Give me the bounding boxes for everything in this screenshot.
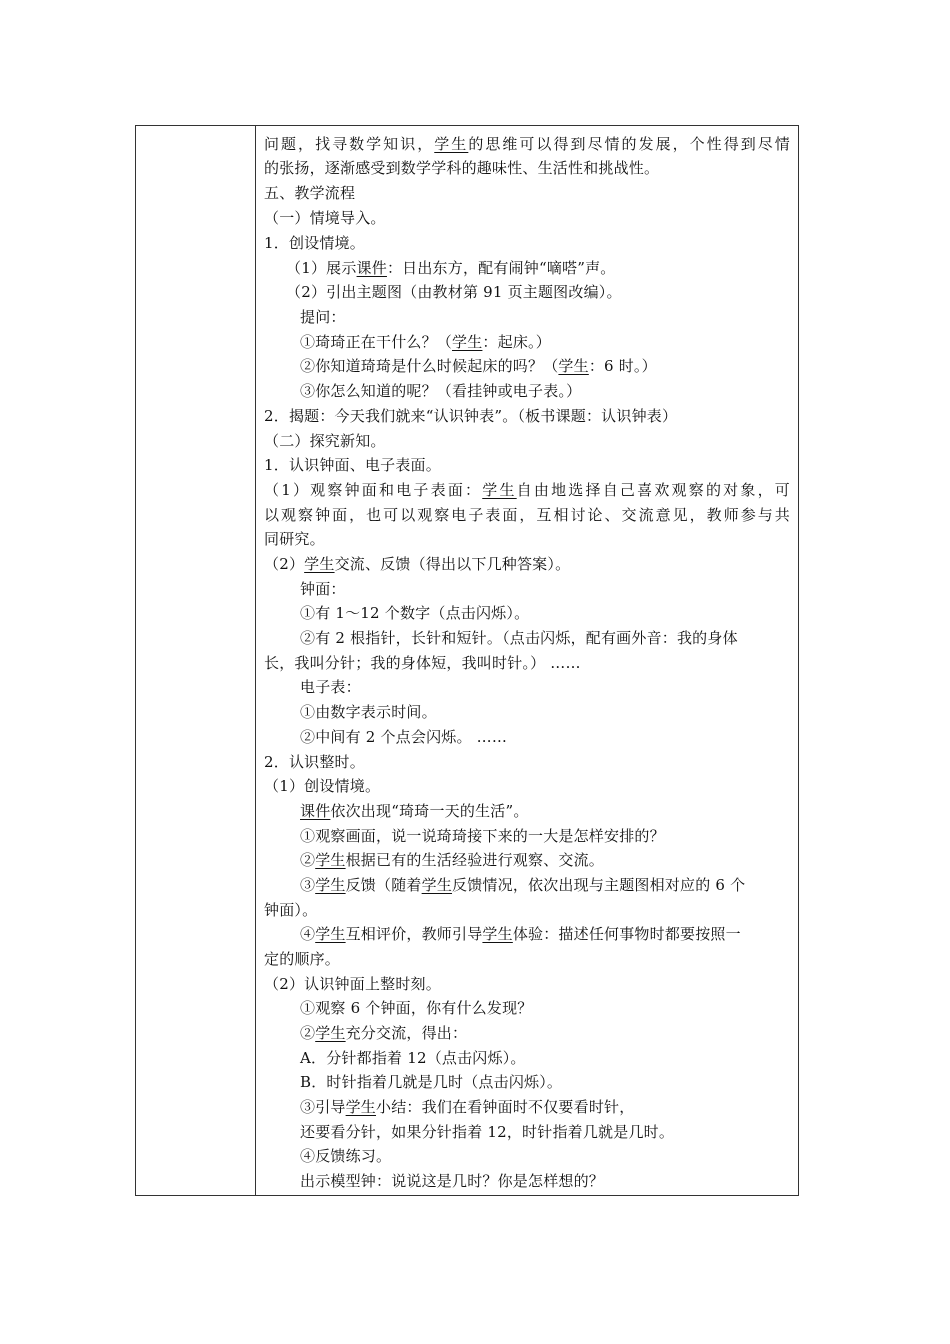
text-line: 问题，找寻数学知识，学生的思维可以得到尽情的发展，个性得到尽情 <box>264 135 790 153</box>
text-line: ④反馈练习。 <box>300 1147 392 1165</box>
text-line: 还要看分针，如果分针指着 12，时针指着几就是几时。 <box>300 1123 675 1141</box>
text-line: ③学生反馈（随着学生反馈情况，依次出现与主题图相对应的 6 个 <box>300 876 746 894</box>
text-line: ②你知道琦琦是什么时候起床的吗？（学生：6 时。） <box>300 357 657 375</box>
text-line: （1）观察钟面和电子表面：学生自由地选择自己喜欢观察的对象，可 <box>264 481 790 499</box>
text-line: ①观察 6 个钟面，你有什么发现？ <box>300 999 533 1017</box>
text-line: （2）认识钟面上整时刻。 <box>264 975 441 993</box>
text-line: ③你怎么知道的呢？（看挂钟或电子表。） <box>300 382 582 400</box>
text-line: 钟面）。 <box>264 901 318 919</box>
text-line: 1．认识钟面、电子表面。 <box>264 456 441 474</box>
text-line: 同研究。 <box>264 530 325 548</box>
text-line: ①琦琦正在干什么？（学生：起床。） <box>300 333 551 351</box>
text-line: （1）展示课件：日出东方，配有闹钟“嘀嗒”声。 <box>286 259 616 277</box>
text-line: 定的顺序。 <box>264 950 341 968</box>
text-line: （2）引出主题图（由教材第 91 页主题图改编）。 <box>286 283 622 301</box>
text-line: （二）探究新知。 <box>264 432 386 450</box>
text-line: ①有 1～12 个数字（点击闪烁）。 <box>300 604 530 622</box>
text-line: 五、教学流程 <box>264 184 356 202</box>
text-line: B．时针指着几就是几时（点击闪烁）。 <box>300 1073 563 1091</box>
text-line: ③引导学生小结：我们在看钟面时不仅要看时针， <box>300 1098 635 1116</box>
text-line: 提问： <box>300 308 346 326</box>
text-line: 1．创设情境。 <box>264 234 365 252</box>
text-line: 以观察钟面，也可以观察电子表面，互相讨论、交流意见，教师参与共 <box>264 506 790 524</box>
text-line: ②中间有 2 个点会闪烁。 …… <box>300 728 508 746</box>
text-line: 课件依次出现“琦琦一天的生活”。 <box>300 802 529 820</box>
text-line: 长，我叫分针；我的身体短，我叫时针。） …… <box>264 654 581 672</box>
text-line: 电子表： <box>300 678 361 696</box>
text-line: ②学生充分交流，得出： <box>300 1024 468 1042</box>
text-line: 2．认识整时。 <box>264 753 365 771</box>
column-divider <box>255 126 256 1195</box>
text-line: ④学生互相评价，教师引导学生体验：描述任何事物时都要按照一 <box>300 925 741 943</box>
text-line: ②学生根据已有的生活经验进行观察、交流。 <box>300 851 605 869</box>
text-line: （2）学生交流、反馈（得出以下几种答案）。 <box>264 555 571 573</box>
text-line: 出示模型钟：说说这是几时？你是怎样想的？ <box>300 1172 605 1190</box>
text-line: 2．揭题：今天我们就来“认识钟表”。（板书课题：认识钟表） <box>264 407 678 425</box>
text-line: ①观察画面，说一说琦琦接下来的一大是怎样安排的？ <box>300 827 665 845</box>
text-line: A．分针都指着 12（点击闪烁）。 <box>300 1049 526 1067</box>
text-line: 钟面： <box>300 580 346 598</box>
lesson-table <box>135 125 799 1196</box>
text-line: ②有 2 根指针，长针和短针。（点击闪烁，配有画外音：我的身体 <box>300 629 738 647</box>
text-line: 的张扬，逐渐感受到数学学科的趣味性、生活性和挑战性。 <box>264 159 660 177</box>
text-line: ①由数字表示时间。 <box>300 703 437 721</box>
text-line: （1）创设情境。 <box>264 777 381 795</box>
text-line: （一）情境导入。 <box>264 209 386 227</box>
